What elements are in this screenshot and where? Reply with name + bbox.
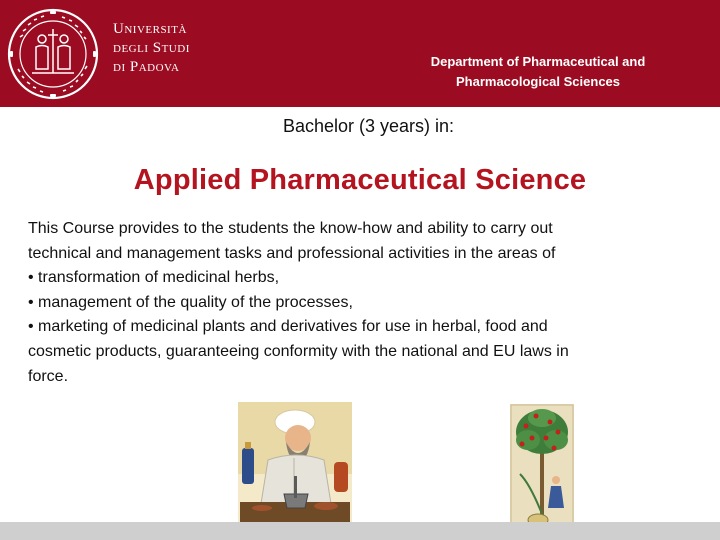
bullet-item: • transformation of medicinal herbs, [28, 269, 280, 287]
header-banner [0, 0, 720, 107]
description-line: cosmetic products, guaranteeing conformity with the national and EU laws in [28, 342, 569, 360]
department-name-line2: Pharmacological Sciences [455, 74, 621, 89]
degree-subtitle: Bachelor (3 years) in: [282, 116, 455, 136]
description-line: This Course provides to the students the know-how and ability to carry out [28, 220, 553, 237]
course-description [28, 217, 660, 389]
bullet-item: • management of the quality of the processes, [28, 293, 353, 311]
course-title: Applied Pharmaceutical Science [133, 164, 587, 196]
department-name-line1: Department of Pharmaceutical and [430, 54, 646, 69]
university-seal-icon [6, 7, 100, 101]
footer-band [0, 522, 720, 540]
pharmacist-mortar-illustration [238, 402, 352, 528]
university-name-line3: di Padova [113, 59, 180, 75]
department-name [400, 52, 676, 92]
bullet-item: • marketing of medicinal plants and derivatives for use in herbal, food and [28, 318, 548, 336]
university-name-line2: degli Studi [113, 40, 190, 56]
university-name [113, 20, 190, 77]
medieval-herbal-plant-illustration [510, 404, 574, 534]
university-name-line1: Università [113, 21, 187, 37]
description-line: force. [28, 367, 69, 385]
description-line: technical and management tasks and professional activities in the areas of [28, 244, 556, 262]
